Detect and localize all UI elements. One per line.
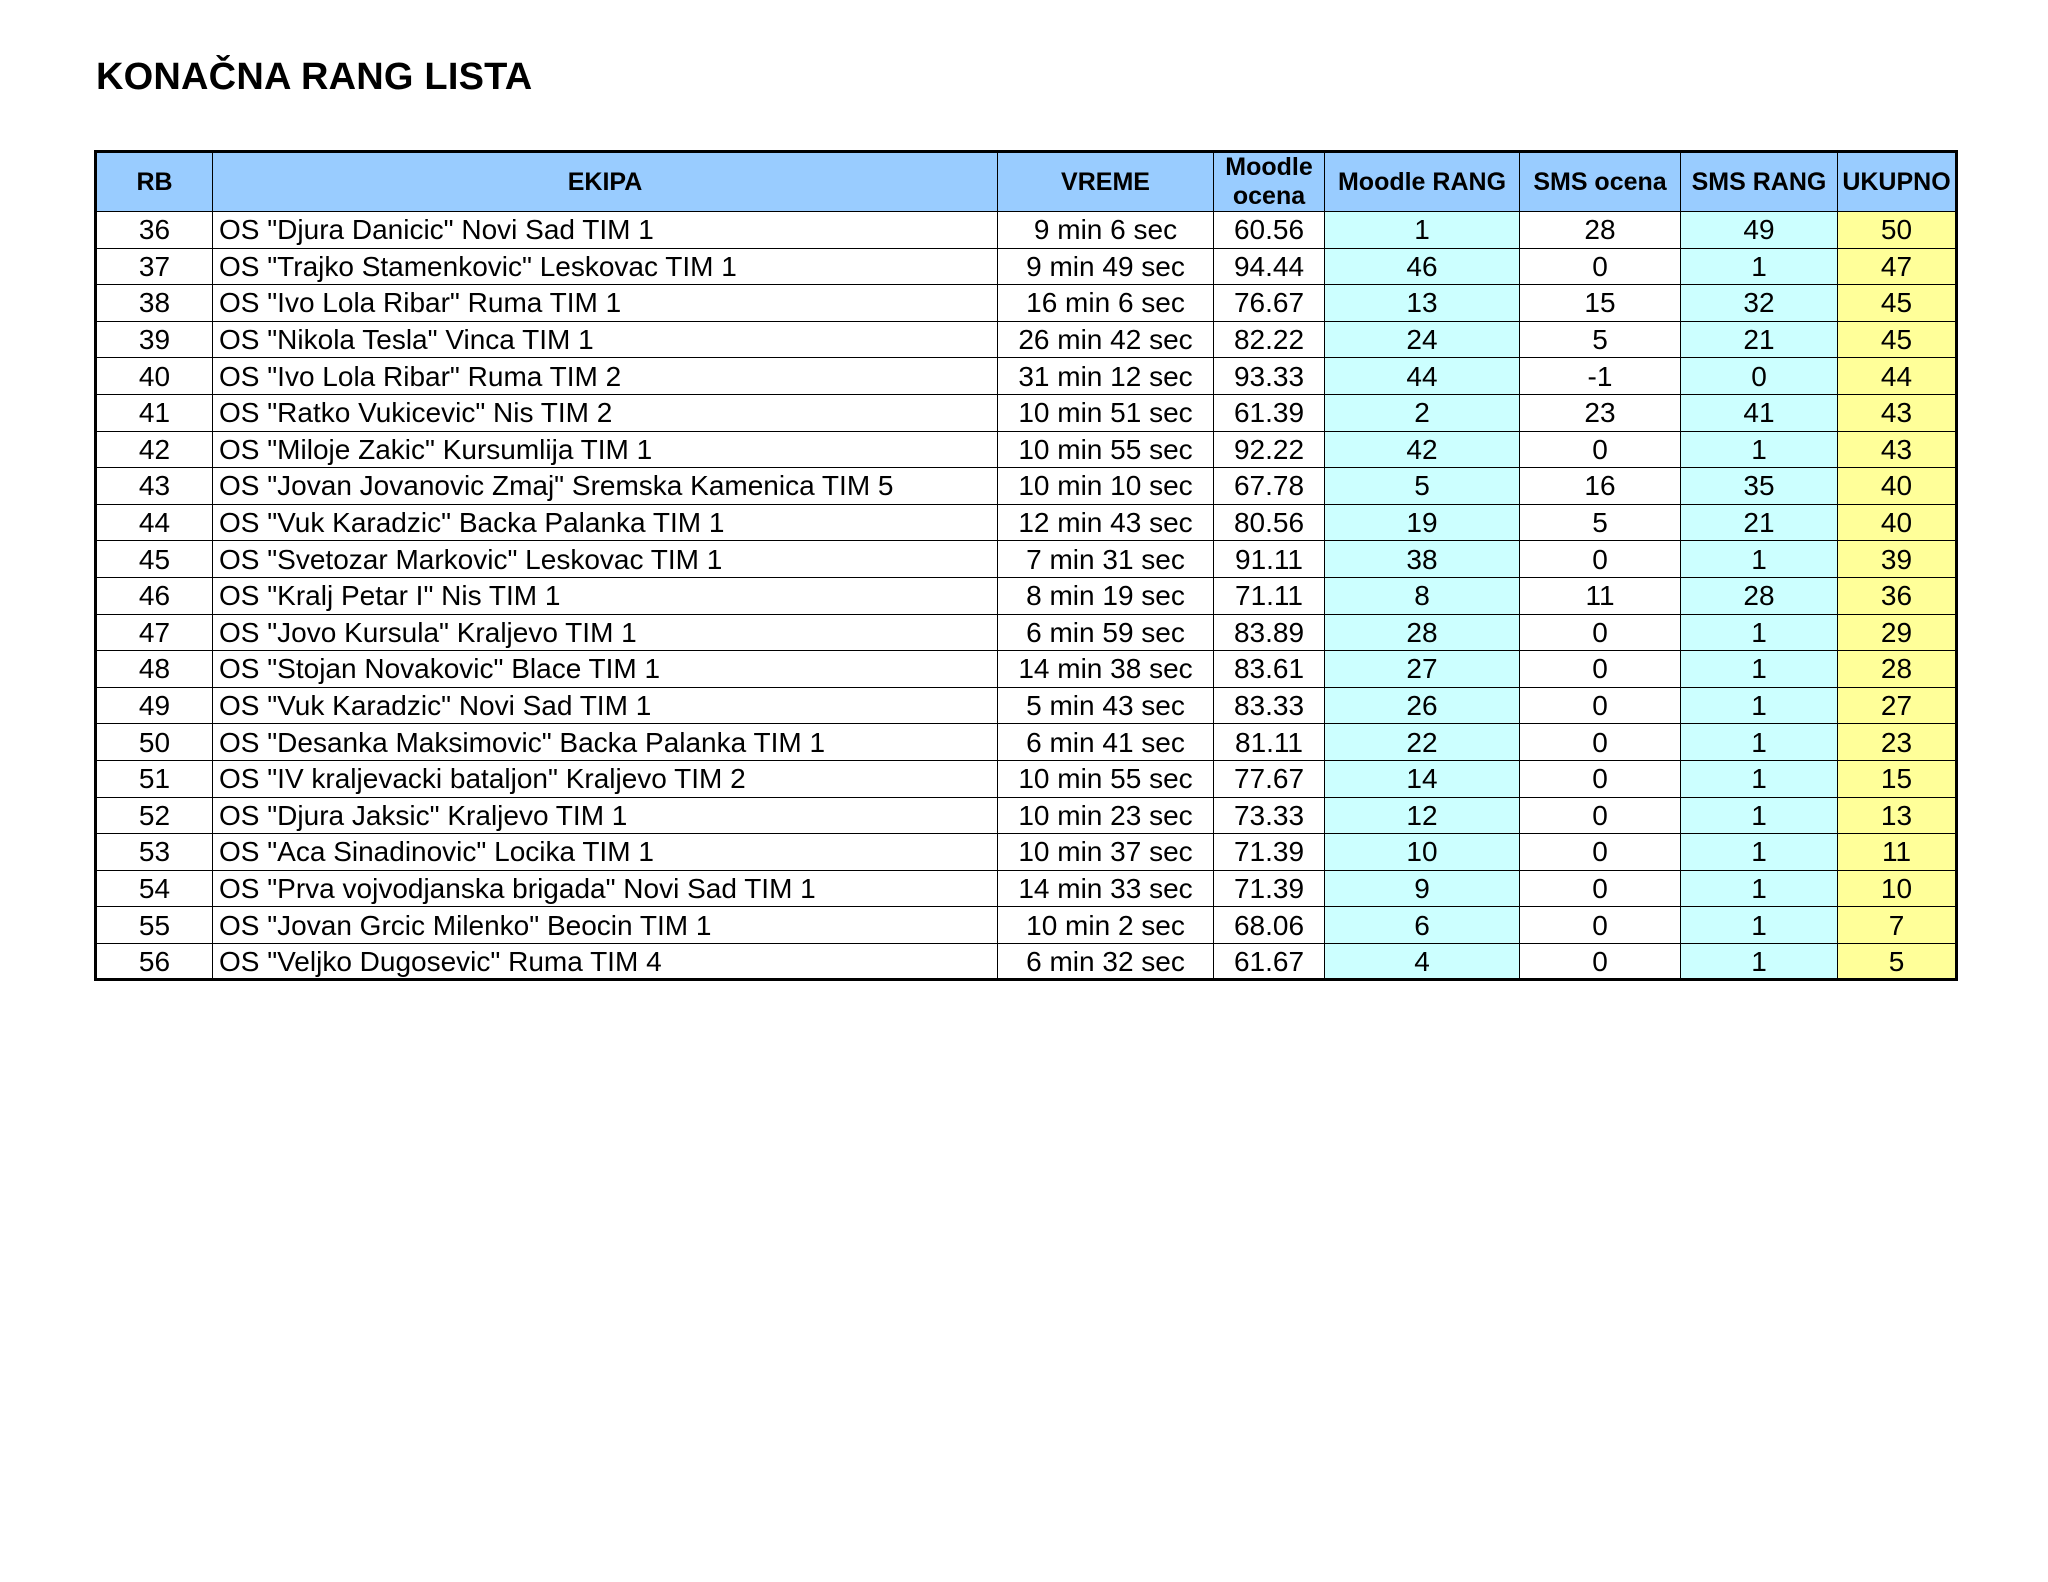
cell-ekipa: OS "Ivo Lola Ribar" Ruma TIM 2 — [213, 358, 998, 395]
cell-sms-rang: 1 — [1681, 870, 1838, 907]
cell-ekipa: OS "Nikola Tesla" Vinca TIM 1 — [213, 321, 998, 358]
cell-ukupno: 27 — [1838, 687, 1957, 724]
cell-sms-rang: 1 — [1681, 907, 1838, 944]
table-row — [96, 212, 1957, 249]
cell-rb: 39 — [96, 321, 213, 358]
cell-vreme: 10 min 55 sec — [998, 760, 1214, 797]
cell-vreme: 6 min 41 sec — [998, 724, 1214, 761]
table-row — [96, 943, 1957, 980]
cell-rb: 45 — [96, 541, 213, 578]
cell-moodle-ocena: 61.67 — [1214, 943, 1325, 980]
table-row — [96, 285, 1957, 322]
ranking-table — [94, 150, 1958, 981]
cell-vreme: 10 min 10 sec — [998, 468, 1214, 505]
column-header-sms-ocena: SMS ocena — [1520, 152, 1681, 212]
cell-ukupno: 5 — [1838, 943, 1957, 980]
column-header-vreme: VREME — [998, 152, 1214, 212]
cell-vreme: 7 min 31 sec — [998, 541, 1214, 578]
cell-sms-ocena: 0 — [1520, 870, 1681, 907]
table-row — [96, 687, 1957, 724]
cell-vreme: 5 min 43 sec — [998, 687, 1214, 724]
cell-sms-ocena: 15 — [1520, 285, 1681, 322]
cell-vreme: 31 min 12 sec — [998, 358, 1214, 395]
cell-moodle-rang: 8 — [1325, 577, 1520, 614]
cell-ekipa: OS "IV kraljevacki bataljon" Kraljevo TIM 2 — [213, 760, 998, 797]
cell-sms-ocena: 0 — [1520, 943, 1681, 980]
table-row — [96, 577, 1957, 614]
cell-sms-ocena: 0 — [1520, 614, 1681, 651]
cell-sms-rang: 32 — [1681, 285, 1838, 322]
cell-ukupno: 36 — [1838, 577, 1957, 614]
cell-ekipa: OS "Miloje Zakic" Kursumlija TIM 1 — [213, 431, 998, 468]
cell-sms-ocena: 16 — [1520, 468, 1681, 505]
cell-vreme: 10 min 2 sec — [998, 907, 1214, 944]
cell-ekipa: OS "Kralj Petar I" Nis TIM 1 — [213, 577, 998, 614]
cell-moodle-rang: 1 — [1325, 212, 1520, 249]
cell-vreme: 12 min 43 sec — [998, 504, 1214, 541]
cell-ukupno: 45 — [1838, 285, 1957, 322]
cell-moodle-ocena: 83.61 — [1214, 651, 1325, 688]
cell-moodle-ocena: 77.67 — [1214, 760, 1325, 797]
table-row — [96, 358, 1957, 395]
cell-moodle-ocena: 61.39 — [1214, 394, 1325, 431]
cell-rb: 49 — [96, 687, 213, 724]
cell-ukupno: 50 — [1838, 212, 1957, 249]
cell-moodle-rang: 26 — [1325, 687, 1520, 724]
cell-vreme: 9 min 49 sec — [998, 248, 1214, 285]
cell-sms-ocena: 0 — [1520, 907, 1681, 944]
table-row — [96, 468, 1957, 505]
cell-moodle-ocena: 73.33 — [1214, 797, 1325, 834]
cell-moodle-ocena: 83.33 — [1214, 687, 1325, 724]
cell-sms-rang: 1 — [1681, 541, 1838, 578]
cell-ukupno: 43 — [1838, 394, 1957, 431]
cell-rb: 44 — [96, 504, 213, 541]
cell-moodle-ocena: 76.67 — [1214, 285, 1325, 322]
column-header-ekipa: EKIPA — [213, 152, 998, 212]
cell-moodle-rang: 42 — [1325, 431, 1520, 468]
cell-moodle-rang: 38 — [1325, 541, 1520, 578]
cell-ekipa: OS "Vuk Karadzic" Backa Palanka TIM 1 — [213, 504, 998, 541]
cell-sms-rang: 1 — [1681, 614, 1838, 651]
cell-moodle-rang: 44 — [1325, 358, 1520, 395]
table-row — [96, 724, 1957, 761]
cell-moodle-ocena: 67.78 — [1214, 468, 1325, 505]
cell-ekipa: OS "Aca Sinadinovic" Locika TIM 1 — [213, 834, 998, 871]
cell-ukupno: 43 — [1838, 431, 1957, 468]
cell-ukupno: 7 — [1838, 907, 1957, 944]
cell-moodle-rang: 22 — [1325, 724, 1520, 761]
cell-moodle-rang: 13 — [1325, 285, 1520, 322]
cell-rb: 51 — [96, 760, 213, 797]
cell-sms-ocena: -1 — [1520, 358, 1681, 395]
page-title: KONAČNA RANG LISTA — [96, 56, 533, 98]
cell-vreme: 6 min 59 sec — [998, 614, 1214, 651]
cell-ukupno: 28 — [1838, 651, 1957, 688]
cell-sms-ocena: 0 — [1520, 248, 1681, 285]
cell-rb: 36 — [96, 212, 213, 249]
cell-moodle-rang: 27 — [1325, 651, 1520, 688]
table-row — [96, 907, 1957, 944]
cell-rb: 56 — [96, 943, 213, 980]
cell-moodle-rang: 10 — [1325, 834, 1520, 871]
cell-ekipa: OS "Trajko Stamenkovic" Leskovac TIM 1 — [213, 248, 998, 285]
cell-ekipa: OS "Jovan Grcic Milenko" Beocin TIM 1 — [213, 907, 998, 944]
cell-ukupno: 40 — [1838, 468, 1957, 505]
cell-ekipa: OS "Desanka Maksimovic" Backa Palanka TIM 1 — [213, 724, 998, 761]
column-header-moodle-rang: Moodle RANG — [1325, 152, 1520, 212]
cell-rb: 40 — [96, 358, 213, 395]
cell-ukupno: 29 — [1838, 614, 1957, 651]
column-header-ukupno: UKUPNO — [1838, 152, 1957, 212]
cell-vreme: 10 min 37 sec — [998, 834, 1214, 871]
cell-ekipa: OS "Vuk Karadzic" Novi Sad TIM 1 — [213, 687, 998, 724]
column-header-moodle-ocena: Moodle ocena — [1214, 152, 1325, 212]
table-row — [96, 248, 1957, 285]
cell-sms-rang: 49 — [1681, 212, 1838, 249]
table-row — [96, 760, 1957, 797]
cell-rb: 46 — [96, 577, 213, 614]
cell-rb: 53 — [96, 834, 213, 871]
cell-sms-rang: 1 — [1681, 760, 1838, 797]
cell-moodle-rang: 9 — [1325, 870, 1520, 907]
cell-sms-ocena: 5 — [1520, 504, 1681, 541]
column-header-sms-rang: SMS RANG — [1681, 152, 1838, 212]
cell-sms-ocena: 28 — [1520, 212, 1681, 249]
cell-sms-ocena: 0 — [1520, 431, 1681, 468]
cell-rb: 55 — [96, 907, 213, 944]
cell-ukupno: 44 — [1838, 358, 1957, 395]
cell-ukupno: 15 — [1838, 760, 1957, 797]
cell-moodle-ocena: 71.39 — [1214, 870, 1325, 907]
cell-ekipa: OS "Prva vojvodjanska brigada" Novi Sad TIM 1 — [213, 870, 998, 907]
cell-sms-rang: 1 — [1681, 651, 1838, 688]
cell-rb: 52 — [96, 797, 213, 834]
cell-vreme: 14 min 33 sec — [998, 870, 1214, 907]
cell-vreme: 10 min 23 sec — [998, 797, 1214, 834]
cell-rb: 47 — [96, 614, 213, 651]
table-row — [96, 614, 1957, 651]
table-row — [96, 541, 1957, 578]
table-row — [96, 651, 1957, 688]
table-row — [96, 394, 1957, 431]
cell-ekipa: OS "Jovo Kursula" Kraljevo TIM 1 — [213, 614, 998, 651]
cell-sms-rang: 1 — [1681, 797, 1838, 834]
cell-sms-rang: 1 — [1681, 431, 1838, 468]
cell-ukupno: 11 — [1838, 834, 1957, 871]
cell-sms-rang: 0 — [1681, 358, 1838, 395]
cell-rb: 48 — [96, 651, 213, 688]
cell-rb: 42 — [96, 431, 213, 468]
cell-ukupno: 45 — [1838, 321, 1957, 358]
table-row — [96, 431, 1957, 468]
cell-moodle-ocena: 60.56 — [1214, 212, 1325, 249]
cell-moodle-rang: 12 — [1325, 797, 1520, 834]
cell-ekipa: OS "Ratko Vukicevic" Nis TIM 2 — [213, 394, 998, 431]
cell-sms-rang: 28 — [1681, 577, 1838, 614]
cell-sms-ocena: 0 — [1520, 797, 1681, 834]
cell-sms-ocena: 0 — [1520, 834, 1681, 871]
cell-sms-ocena: 23 — [1520, 394, 1681, 431]
cell-moodle-ocena: 71.11 — [1214, 577, 1325, 614]
cell-sms-rang: 1 — [1681, 834, 1838, 871]
cell-ukupno: 47 — [1838, 248, 1957, 285]
cell-moodle-rang: 2 — [1325, 394, 1520, 431]
table-row — [96, 321, 1957, 358]
cell-moodle-ocena: 81.11 — [1214, 724, 1325, 761]
cell-sms-ocena: 11 — [1520, 577, 1681, 614]
cell-moodle-rang: 19 — [1325, 504, 1520, 541]
cell-rb: 41 — [96, 394, 213, 431]
cell-sms-rang: 35 — [1681, 468, 1838, 505]
cell-ukupno: 23 — [1838, 724, 1957, 761]
cell-rb: 43 — [96, 468, 213, 505]
cell-moodle-rang: 14 — [1325, 760, 1520, 797]
column-header-rb: RB — [96, 152, 213, 212]
cell-moodle-rang: 5 — [1325, 468, 1520, 505]
cell-vreme: 10 min 55 sec — [998, 431, 1214, 468]
cell-sms-ocena: 0 — [1520, 760, 1681, 797]
cell-vreme: 26 min 42 sec — [998, 321, 1214, 358]
table-row — [96, 797, 1957, 834]
table-header-row — [96, 152, 1957, 212]
table-row — [96, 504, 1957, 541]
cell-sms-ocena: 5 — [1520, 321, 1681, 358]
cell-moodle-rang: 4 — [1325, 943, 1520, 980]
cell-rb: 37 — [96, 248, 213, 285]
table-body — [96, 212, 1957, 980]
cell-vreme: 14 min 38 sec — [998, 651, 1214, 688]
cell-ekipa: OS "Jovan Jovanovic Zmaj" Sremska Kamenica TIM 5 — [213, 468, 998, 505]
cell-vreme: 10 min 51 sec — [998, 394, 1214, 431]
cell-sms-rang: 1 — [1681, 724, 1838, 761]
cell-moodle-ocena: 71.39 — [1214, 834, 1325, 871]
cell-ekipa: OS "Djura Danicic" Novi Sad TIM 1 — [213, 212, 998, 249]
cell-vreme: 9 min 6 sec — [998, 212, 1214, 249]
cell-sms-rang: 41 — [1681, 394, 1838, 431]
cell-moodle-ocena: 82.22 — [1214, 321, 1325, 358]
cell-moodle-ocena: 94.44 — [1214, 248, 1325, 285]
cell-vreme: 6 min 32 sec — [998, 943, 1214, 980]
cell-ekipa: OS "Djura Jaksic" Kraljevo TIM 1 — [213, 797, 998, 834]
cell-sms-rang: 21 — [1681, 504, 1838, 541]
table-row — [96, 834, 1957, 871]
cell-moodle-rang: 28 — [1325, 614, 1520, 651]
cell-moodle-ocena: 93.33 — [1214, 358, 1325, 395]
cell-sms-rang: 1 — [1681, 687, 1838, 724]
cell-sms-rang: 21 — [1681, 321, 1838, 358]
cell-ukupno: 39 — [1838, 541, 1957, 578]
cell-ekipa: OS "Ivo Lola Ribar" Ruma TIM 1 — [213, 285, 998, 322]
cell-sms-ocena: 0 — [1520, 651, 1681, 688]
table-row — [96, 870, 1957, 907]
cell-sms-rang: 1 — [1681, 248, 1838, 285]
cell-moodle-ocena: 91.11 — [1214, 541, 1325, 578]
cell-moodle-ocena: 83.89 — [1214, 614, 1325, 651]
cell-rb: 50 — [96, 724, 213, 761]
cell-ukupno: 13 — [1838, 797, 1957, 834]
cell-rb: 38 — [96, 285, 213, 322]
cell-sms-ocena: 0 — [1520, 724, 1681, 761]
cell-ekipa: OS "Svetozar Markovic" Leskovac TIM 1 — [213, 541, 998, 578]
cell-rb: 54 — [96, 870, 213, 907]
cell-sms-ocena: 0 — [1520, 687, 1681, 724]
cell-vreme: 16 min 6 sec — [998, 285, 1214, 322]
cell-moodle-ocena: 80.56 — [1214, 504, 1325, 541]
cell-ukupno: 10 — [1838, 870, 1957, 907]
cell-moodle-ocena: 68.06 — [1214, 907, 1325, 944]
cell-moodle-rang: 24 — [1325, 321, 1520, 358]
cell-sms-ocena: 0 — [1520, 541, 1681, 578]
cell-moodle-rang: 46 — [1325, 248, 1520, 285]
cell-ukupno: 40 — [1838, 504, 1957, 541]
cell-ekipa: OS "Veljko Dugosevic" Ruma TIM 4 — [213, 943, 998, 980]
cell-sms-rang: 1 — [1681, 943, 1838, 980]
cell-vreme: 8 min 19 sec — [998, 577, 1214, 614]
cell-moodle-rang: 6 — [1325, 907, 1520, 944]
cell-ekipa: OS "Stojan Novakovic" Blace TIM 1 — [213, 651, 998, 688]
cell-moodle-ocena: 92.22 — [1214, 431, 1325, 468]
